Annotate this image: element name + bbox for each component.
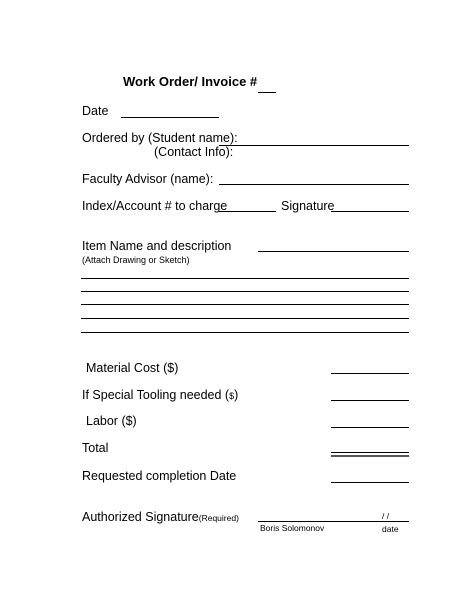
labor-label: Labor ($) [86,414,137,428]
special-tooling-label [82,389,238,402]
material-cost-label: Material Cost ($) [86,361,179,375]
contact-info-label: (Contact Info): [154,145,234,159]
authorized-signature-text: Authorized Signature [82,510,199,524]
signer-name: Boris Solomonov [260,523,325,533]
requested-completion-line[interactable] [331,482,409,483]
date-line[interactable] [121,117,219,118]
date-caption: date [382,524,399,534]
attach-drawing-note: (Attach Drawing or Sketch) [82,255,190,265]
description-line[interactable] [81,304,409,305]
material-cost-line[interactable] [331,373,409,374]
signature-label: Signature [281,199,335,213]
student-name-line[interactable] [219,145,409,146]
authorized-signature-line[interactable] [258,521,409,522]
faculty-advisor-label: Faculty Advisor (name): [82,172,214,186]
index-account-label: Index/Account # to charge [82,199,228,213]
form-title: Work Order/ Invoice # [123,74,258,89]
item-name-line[interactable] [258,251,409,252]
total-line[interactable] [331,452,409,457]
ordered-by-label: Ordered by (Student name): [82,131,238,145]
special-tooling-line[interactable] [331,400,409,401]
date-label: Date [82,104,109,118]
special-tooling-text: If Special Tooling needed ( [82,388,230,402]
requested-completion-label: Requested completion Date [82,469,237,483]
description-line[interactable] [81,278,409,279]
item-name-label: Item Name and description [82,239,232,253]
description-line[interactable] [81,318,409,319]
labor-line[interactable] [331,427,409,428]
date-slashes: / / [382,511,390,521]
index-account-line[interactable] [219,211,276,212]
required-note: (Required) [198,513,239,523]
special-tooling-unit: $ [229,391,235,401]
authorized-signature-label [82,511,239,524]
total-label: Total [82,441,109,455]
description-line[interactable] [81,332,409,333]
description-line[interactable] [81,291,409,292]
invoice-number-line[interactable] [258,92,276,93]
faculty-advisor-line[interactable] [219,184,409,185]
signature-line[interactable] [331,211,409,212]
special-tooling-close: ) [234,388,239,402]
